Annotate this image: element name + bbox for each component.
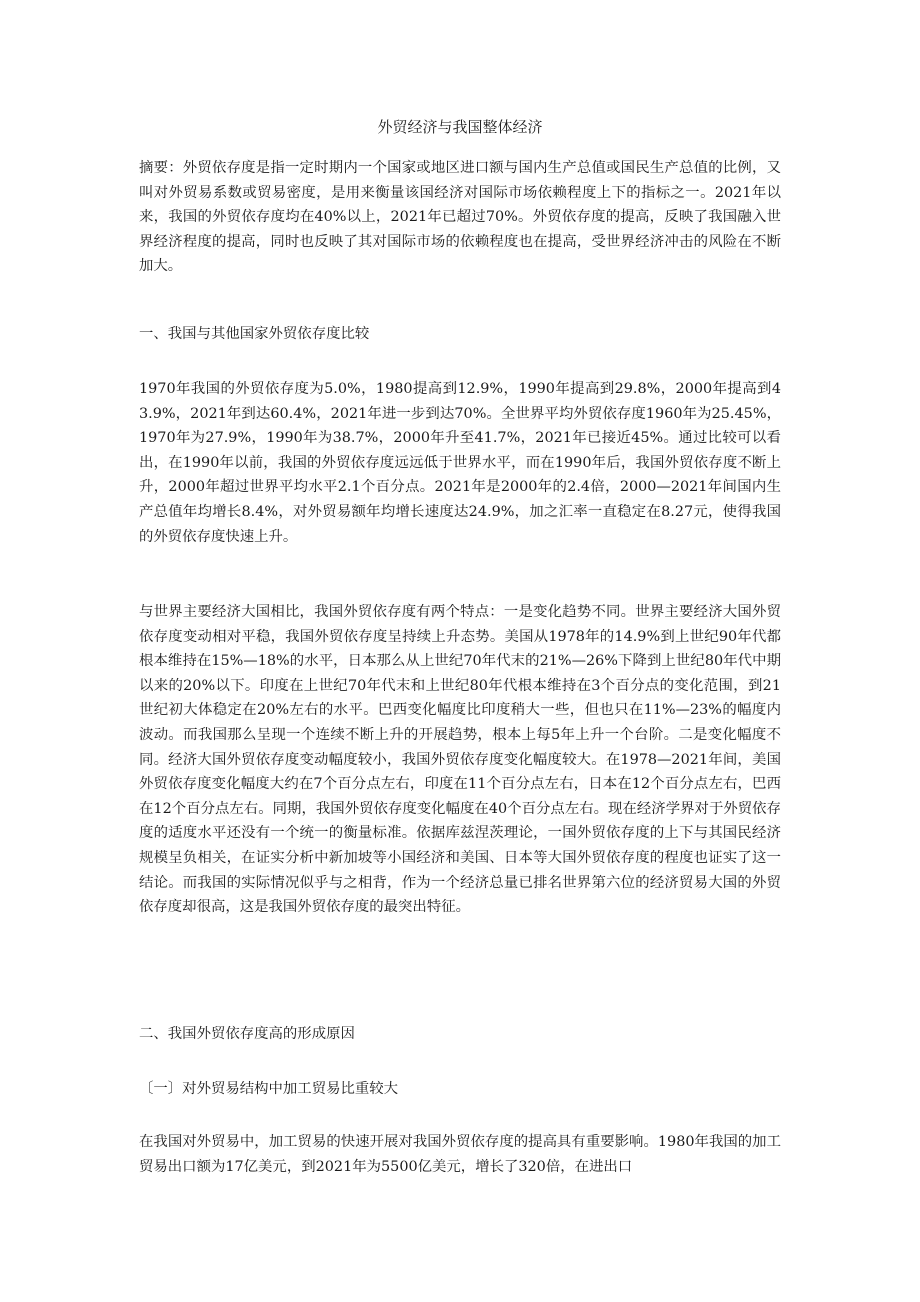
section-1-paragraph-2: 与世界主要经济大国相比，我国外贸依存度有两个特点：一是变化趋势不同。世界主要经济大国外贸依存度变动相对平稳，我国外贸依存度呈持续上升态势。美国从1978年的14.9%到上世纪90年代都根本维持在15%—18%的水平，日本那么从上世纪70年代末的21%—26%下降到上世纪80年代中期以来的20%以下。印度在上世纪70年代末和上世纪80年代根本维持在3个百分点的变化范围，到21世纪初大体稳定在20%左右的水平。巴西变化幅度比印度稍大一些，但也只在11%—23%的幅度内波动。而我国那么呈现一个连续不断上升的开展趋势，根本上每5年上升一个台阶。二是变化幅度不同。经济大国外贸依存度变动幅度较小，我国外贸依存度变化幅度较大。在1978—2021年间，美国外贸依存度变化幅度大约在7个百分点左右，印度在11个百分点左右，日本在12个百分点左右，巴西在12个百分点左右。同期，我国外贸依存度变化幅度在40个百分点左右。现在经济学界对于外贸依存度的适度水平还没有一个统一的衡量标准。依据库兹涅茨理论，一国外贸依存度的上下与其国民经济规模呈负相关，在证实分析中新加坡等小国经济和美国、日本等大国外贸依存度的程度也证实了这一结论。而我国的实际情况似乎与之相背，作为一个经济总量已排名世界第六位的经济贸易大国的外贸依存度却很高，这是我国外贸依存度的最突出特征。 — [139, 604, 781, 916]
section-2-paragraph-1: 在我国对外贸易中，加工贸易的快速开展对我国外贸依存度的提高具有重要影响。1980年我国的加工贸易出口额为17亿美元，到2021年为5500亿美元，增长了320倍，在进出口 — [139, 1134, 781, 1175]
section-1-paragraph-1: 1970年我国的外贸依存度为5.0%，1980提高到12.9%，1990年提高到29.8%，2000年提高到43.9%，2021年到达60.4%，2021年进一步到达70%。全世界平均外贸依存度1960年为25.45%，1970年为27.9%，1990年为38.7%，2000年升至41.7%，2021年已接近45%。通过比较可以看出，在1990年以前，我国的外贸依存度远远低于世界水平，而在1990年后，我国外贸依存度不断上升，2000年超过世界平均水平2.1个百分点。2021年是2000年的2.4倍，2000—2021年间国内生产总值年均增长8.4%，对外贸易额年均增长速度达24.9%，加之汇率一直稳定在8.27元，使得我国的外贸依存度快速上升。 — [139, 381, 781, 545]
section-2-heading: 二、我国外贸依存度高的形成原因 — [139, 1026, 355, 1042]
document-title: 外贸经济与我国整体经济 — [377, 118, 543, 136]
section-1-heading: 一、我国与其他国家外贸依存度比较 — [139, 326, 370, 342]
abstract-paragraph: 摘要：外贸依存度是指一定时期内一个国家或地区进口额与国内生产总值或国民生产总值的比例，又叫对外贸易系数或贸易密度，是用来衡量该国经济对国际市场依赖程度上下的指标之一。2021年以来，我国的外贸依存度均在40%以上，2021年已超过70%。外贸依存度的提高，反映了我国融入世界经济程度的提高，同时也反映了其对国际市场的依赖程度也在提高，受世界经济冲击的风险在不断加大。 — [139, 160, 781, 275]
section-2-subheading-1: 〔一〕对外贸易结构中加工贸易比重较大 — [139, 1081, 399, 1097]
